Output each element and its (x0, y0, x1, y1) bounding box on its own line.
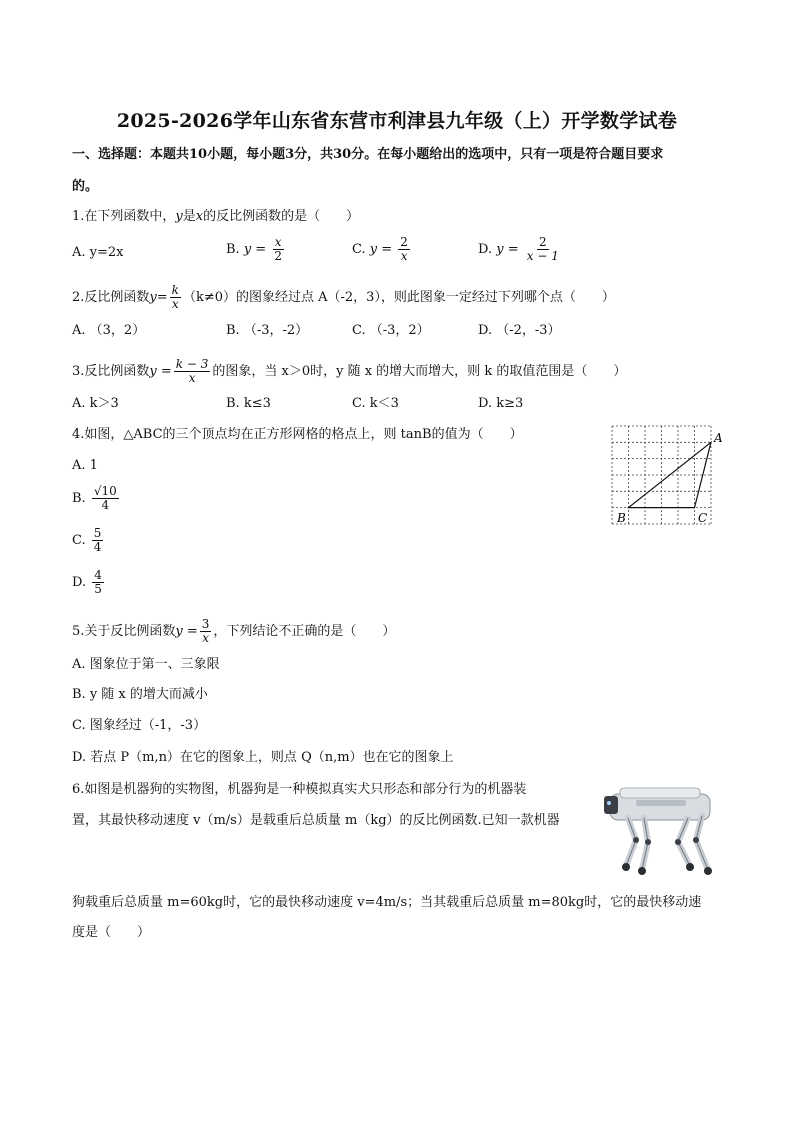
q5-option-b: B. y 随 x 的增大而减小 (72, 687, 208, 702)
q1-d-fraction: $\frac{2}{x - 1}$ (526, 235, 559, 263)
q5-fraction: $\frac{3}{x}$ (201, 617, 210, 645)
q3-stem: 3.反比例函数y = $\frac{k - 3}{x}$ 的图象，当 x＞0时，y 随 x 的增大而增大，则 k 的取值范围是（ ） (72, 357, 627, 385)
q1-option-c: C. y = $\frac{2}{x}$ (352, 235, 408, 263)
vertex-label-c: C (698, 511, 708, 525)
q4-stem: 4.如图，△ABC的三个顶点均在正方形网格的格点上，则 tanB的值为（ ） (72, 427, 523, 442)
q4-option-a: A. 1 (72, 458, 98, 473)
q5-stem: 5.关于反比例函数y = $\frac{3}{x}$ ，下列结论不正确的是（ ） (72, 617, 396, 645)
q5-option-c: C. 图象经过（-1，-3） (72, 718, 207, 733)
q2-stem: 2.反比例函数y= $\frac{k}{x}$ （k≠0）的图象经过点 A（-2，3），则此图象一定经过下列哪个点（ ） (72, 283, 615, 311)
section-heading-line2: 的。 (72, 179, 99, 194)
robot-dog-image (596, 770, 726, 882)
q1-option-d: D. y = $\frac{2}{x - 1}$ (478, 235, 559, 263)
q2-option-a: A. （3，2） (72, 323, 146, 338)
q2-option-b: B. （-3，-2） (226, 323, 309, 338)
q5-option-a: A. 图象位于第一、三象限 (72, 657, 220, 672)
q6-line2: 置，其最快移动速度 v（m/s）是载重后总质量 m（kg）的反比例函数.已知一款机器 (72, 813, 560, 828)
q1-option-b: B. y = $\frac{x}{2}$ (226, 235, 282, 263)
q1-b-fraction: $\frac{x}{2}$ (274, 235, 282, 263)
q4-option-b: B. $\frac{√10}{4}$ (72, 484, 117, 512)
q1-stem: 1.在下列函数中，y是x的反比例函数的是（ ） (72, 209, 360, 224)
q4-b-fraction: $\frac{√10}{4}$ (93, 484, 117, 512)
q3-option-d: D. k≥3 (478, 396, 524, 411)
vertex-label-a: A (714, 431, 723, 445)
q2-option-c: C. （-3，2） (352, 323, 430, 338)
q3-fraction: $\frac{k - 3}{x}$ (175, 357, 209, 385)
q3-option-c: C. k＜3 (352, 396, 399, 411)
q5-option-d: D. 若点 P（m,n）在它的图象上，则点 Q（n,m）也在它的图象上 (72, 750, 454, 765)
q6-line3: 狗载重后总质量 m=60kg时，它的最快移动速度 v=4m/s；当其载重后总质量 m=80kg时，它的最快移动速 (72, 895, 702, 910)
q1-c-fraction: $\frac{2}{x}$ (400, 235, 408, 263)
triangle-grid-figure (604, 420, 734, 530)
q4-option-c: C. $\frac{5}{4}$ (72, 526, 102, 554)
vertex-label-b: B (617, 511, 626, 525)
q4-c-fraction: $\frac{5}{4}$ (93, 526, 102, 554)
grid-lines (612, 426, 711, 524)
robot-dog-icon (604, 788, 712, 875)
q1-option-a: A. y=2x (72, 245, 124, 260)
q2-option-d: D. （-2，-3） (478, 323, 561, 338)
page-title: 2025-2026学年山东省东营市利津县九年级（上）开学数学试卷 (116, 110, 678, 132)
q2-fraction: $\frac{k}{x}$ (171, 283, 179, 311)
q3-option-b: B. k≤3 (226, 396, 271, 411)
section-heading-line1: 一、选择题：本题共10小题，每小题3分，共30分。在每小题给出的选项中，只有一项是符合题目要求 (72, 147, 664, 162)
q6-line1: 6.如图是机器狗的实物图，机器狗是一种模拟真实犬只形态和部分行为的机器装 (72, 782, 527, 797)
q4-option-d: D. $\frac{4}{5}$ (72, 568, 102, 596)
q3-option-a: A. k＞3 (72, 396, 119, 411)
q4-d-fraction: $\frac{4}{5}$ (94, 568, 102, 596)
q6-line4: 度是（ ） (72, 925, 151, 940)
